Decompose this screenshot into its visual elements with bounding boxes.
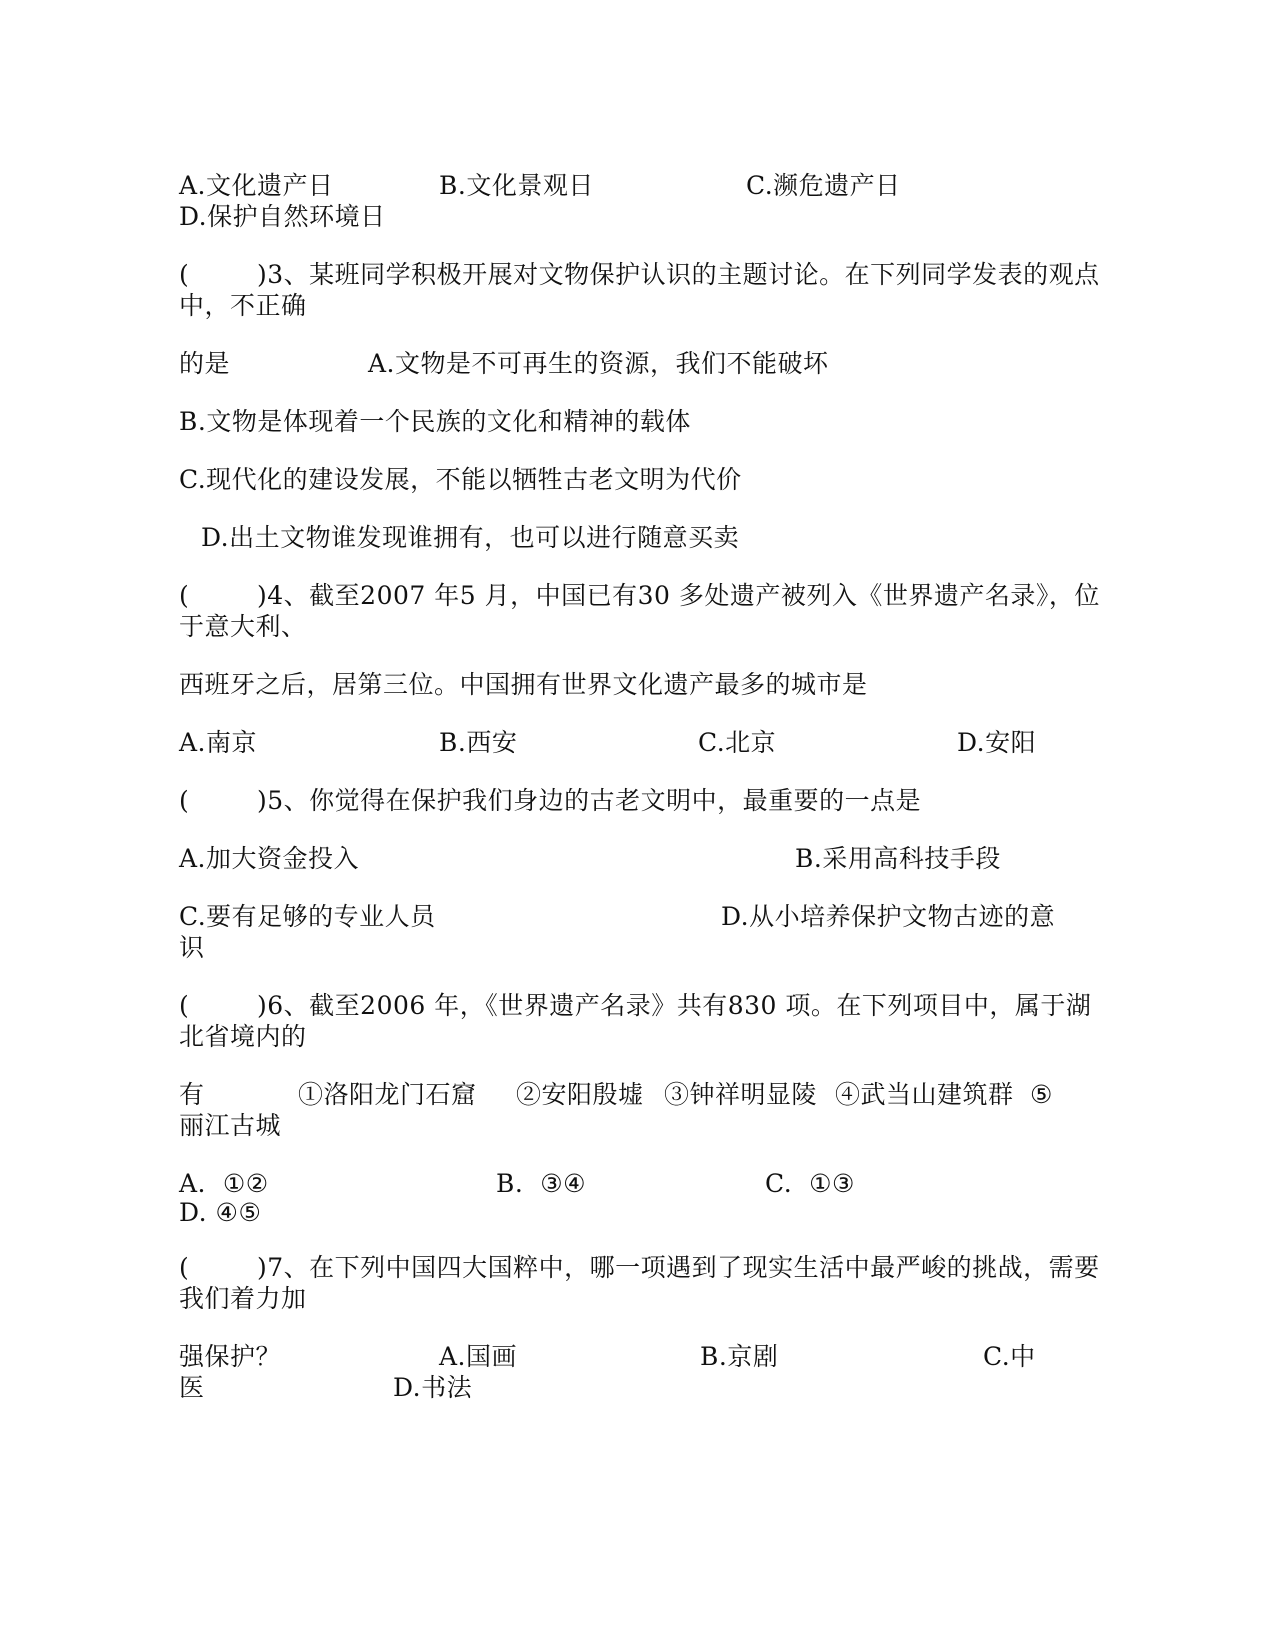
- q4-option-a: A.南京: [179, 728, 258, 757]
- q7-option-c-line-2: 医: [179, 1373, 205, 1402]
- q7-option-c-line-1: C.中: [983, 1342, 1036, 1371]
- q6-option-c: C. ①③: [765, 1169, 855, 1198]
- q3-option-d: D.出土文物谁发现谁拥有，也可以进行随意买卖: [201, 523, 740, 552]
- q6-option-b: B. ③④: [496, 1169, 587, 1198]
- q7-option-a: A.国画: [439, 1342, 518, 1371]
- q2-option-d: D.保护自然环境日: [179, 202, 386, 231]
- q5-option-d-line-2: 识: [179, 933, 205, 962]
- q5-stem: )5、你觉得在保护我们身边的古老文明中，最重要的一点是: [257, 786, 922, 815]
- q3-option-b: B.文物是体现着一个民族的文化和精神的载体: [179, 407, 691, 436]
- q3-option-a: A.文物是不可再生的资源，我们不能破坏: [368, 349, 829, 378]
- q7-option-b: B.京剧: [700, 1342, 779, 1371]
- q4-option-b: B.西安: [439, 728, 518, 757]
- q6-item-2: ②安阳殷墟: [516, 1080, 644, 1109]
- q7-stem-line-3: 强保护？: [179, 1342, 282, 1371]
- q2-option-b: B.文化景观日: [439, 171, 594, 200]
- q3-stem-line-1: )3、某班同学积极开展对文物保护认识的主题讨论。在下列同学发表的观点: [257, 260, 1100, 289]
- q6-stem-line-3: 有: [179, 1080, 205, 1109]
- q4-paren-open: (: [179, 581, 190, 610]
- q3-stem-line-2: 中，不正确: [179, 291, 307, 320]
- q4-stem-line-3: 西班牙之后，居第三位。中国拥有世界文化遗产最多的城市是: [179, 670, 868, 699]
- q7-stem-line-2: 我们着力加: [179, 1284, 307, 1313]
- q7-paren-open: (: [179, 1253, 190, 1282]
- q4-stem-line-2: 于意大利、: [179, 612, 307, 641]
- q5-option-c: C.要有足够的专业人员: [179, 902, 436, 931]
- q2-option-a: A.文化遗产日: [179, 171, 334, 200]
- q5-option-d-line-1: D.从小培养保护文物古迹的意: [721, 902, 1056, 931]
- q2-option-c: C.濒危遗产日: [746, 171, 901, 200]
- q6-item-1: ①洛阳龙门石窟: [298, 1080, 477, 1109]
- q6-paren-open: (: [179, 991, 190, 1020]
- q5-option-a: A.加大资金投入: [179, 844, 360, 873]
- q6-item-5-number: ⑤: [1030, 1080, 1053, 1109]
- q7-stem-line-1: )7、在下列中国四大国粹中，哪一项遇到了现实生活中最严峻的挑战，需要: [257, 1253, 1100, 1282]
- q6-item-4: ④武当山建筑群: [835, 1080, 1014, 1109]
- q6-option-a: A. ①②: [179, 1169, 269, 1198]
- q4-stem-line-1: )4、截至2007 年5 月，中国已有30 多处遗产被列入《世界遗产名录》，位: [257, 581, 1100, 610]
- q5-option-b: B.采用高科技手段: [795, 844, 1001, 873]
- q6-item-5-text: 丽江古城: [179, 1111, 282, 1140]
- q4-option-c: C.北京: [698, 728, 777, 757]
- q6-stem-line-1: )6、截至2006 年，《世界遗产名录》共有830 项。在下列项目中，属于湖: [257, 991, 1092, 1020]
- q6-item-3: ③钟祥明显陵: [664, 1080, 818, 1109]
- q6-stem-line-2: 北省境内的: [179, 1022, 307, 1051]
- q4-option-d: D.安阳: [957, 728, 1037, 757]
- q5-paren-open: (: [179, 786, 190, 815]
- q3-stem-line-3: 的是: [179, 349, 231, 378]
- q3-paren-open: (: [179, 260, 190, 289]
- q7-option-d: D.书法: [393, 1373, 473, 1402]
- q6-option-d: D. ④⑤: [179, 1198, 262, 1227]
- q3-option-c: C.现代化的建设发展，不能以牺牲古老文明为代价: [179, 465, 742, 494]
